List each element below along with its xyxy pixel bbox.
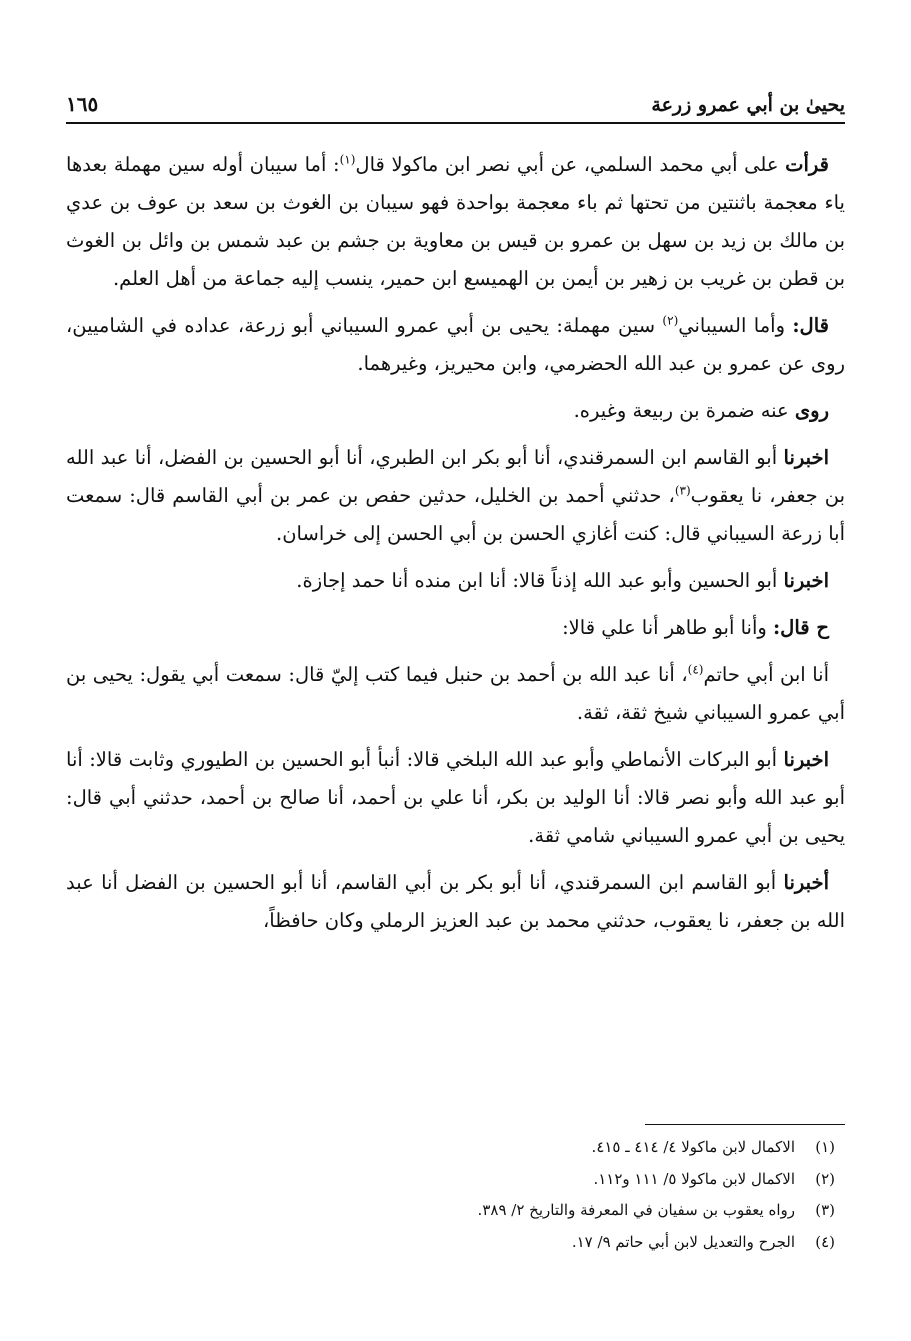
- paragraph-text-cont: ، حدثني أحمد بن الخليل، حدثين حفص بن عمر بن أبي القاسم قال: سمعت أبا زرعة السيباني قال: كنت أغازي الحسن بن أبي الحسن إلى خراسان.: [66, 484, 845, 545]
- footnote: [66, 1227, 845, 1259]
- footnote: [66, 1164, 845, 1196]
- paragraph: [66, 562, 845, 600]
- page-number: ١٦٥: [66, 92, 99, 116]
- footnote-number: (٤): [815, 1232, 835, 1251]
- paragraph: [66, 609, 845, 647]
- paragraph: [66, 392, 845, 430]
- paragraph: [66, 307, 845, 383]
- paragraph: [66, 146, 845, 298]
- paragraph-text: أبو القاسم ابن السمرقندي، أنا أبو بكر ابن الطبري، أنا أبو الحسين بن الفضل، أنا عبد الله بن جعفر، نا يعقوب: [66, 446, 846, 507]
- footnote-ref: (٢): [662, 313, 679, 328]
- paragraph: [66, 656, 845, 732]
- footnote: [66, 1195, 845, 1227]
- footnote-text: الاكمال لابن ماكولا ٥/ ١١١ و١١٢.: [593, 1169, 795, 1188]
- paragraph-lead: اخبرنا: [783, 569, 829, 592]
- paragraph: [66, 741, 845, 855]
- paragraph-text: على أبي محمد السلمي، عن أبي نصر ابن ماكولا قال: [355, 153, 786, 176]
- paragraph-text-cont: ، أنا عبد الله بن أحمد بن حنبل فيما كتب إليّ قال: سمعت أبي يقول: يحيى بن أبي عمرو السيباني شيخ ثقة، ثقة.: [66, 663, 845, 724]
- paragraph-lead: أخبرنا: [783, 871, 829, 894]
- paragraph-text: أبو القاسم ابن السمرقندي، أنا أبو بكر بن أبي القاسم، أنا أبو الحسين بن الفضل أنا عبد الله بن جعفر، نا يعقوب، حدثني محمد بن عبد العزيز الرملي وكان حافظاً،: [66, 871, 845, 932]
- footnote-number: (١): [815, 1138, 835, 1156]
- footnote-text: الاكمال لابن ماكولا ٤/ ٤١٤ ـ ٤١٥.: [591, 1138, 795, 1156]
- footnote-rule: [645, 1124, 845, 1125]
- paragraph-text-cont: سين مهملة: يحيى بن أبي عمرو السيباني أبو زرعة، عداده في الشاميين، روى عن عمرو بن عبد الله الحضرمي، وابن محيريز، وغيرهما.: [66, 314, 845, 375]
- main-text: [66, 146, 845, 949]
- paragraph-text: أبو البركات الأنماطي وأبو عبد الله البلخي قالا: أنبأ أبو الحسين بن الطيوري وثابت قالا: أنا أبو عبد الله وأبو نصر قالا: أنا الوليد بن بكر، أنا علي بن أحمد، أنا صالح بن أحمد، حدثني أبي قال: يحيى بن أبي عمرو السيباني شامي ثقة.: [66, 748, 845, 847]
- paragraph-text: أنا ابن أبي حاتم: [703, 663, 829, 686]
- footnote-ref: (١): [339, 152, 356, 167]
- paragraph-lead: اخبرنا: [783, 446, 829, 469]
- paragraph-lead: قرأت: [785, 153, 829, 176]
- paragraph-text: وأنا أبو طاهر أنا علي قالا:: [562, 616, 773, 639]
- paragraph: [66, 864, 845, 940]
- paragraph-text: عنه ضمرة بن ربيعة وغيره.: [573, 399, 795, 422]
- paragraph: [66, 439, 845, 553]
- running-title: يحيىٰ بن أبي عمرو زرعة: [651, 94, 845, 116]
- footnote-ref: (٤): [687, 662, 704, 677]
- footnote: [66, 1132, 845, 1164]
- paragraph-lead: قال:: [792, 314, 829, 337]
- paragraph-text: وأما السيباني: [678, 314, 793, 337]
- footnote-number: (٢): [815, 1169, 835, 1188]
- footnote-number: (٣): [815, 1201, 835, 1219]
- running-header: [66, 80, 845, 116]
- footnote-ref: (٣): [674, 483, 691, 498]
- header-rule: [66, 122, 845, 124]
- footnote-text: الجرح والتعديل لابن أبي حاتم ٩/ ١٧.: [571, 1232, 795, 1251]
- footnote-text: رواه يعقوب بن سفيان في المعرفة والتاريخ ٢/ ٣٨٩.: [477, 1201, 795, 1219]
- paragraph-text-cont: : أما سيبان أوله سين مهملة بعدها ياء معجمة باثنتين من تحتها ثم باء معجمة بواحدة فهو سيبان بن الغوث بن سعد بن عوف بن عدي بن مالك بن زيد بن سهل بن عمرو بن قيس بن معاوية بن جشم بن عبد شمس بن وائل بن الغوث بن قطن بن غريب بن زهير بن أيمن بن الهميسع ابن حمير، ينسب إليه جماعة من أهل العلم.: [66, 153, 845, 290]
- paragraph-lead: ح قال:: [772, 616, 829, 639]
- paragraph-lead: روى: [794, 399, 829, 422]
- footnotes: [66, 1132, 845, 1258]
- paragraph-text: أبو الحسين وأبو عبد الله إذناً قالا: أنا ابن منده أنا حمد إجازة.: [296, 569, 784, 592]
- paragraph-lead: اخبرنا: [783, 748, 829, 771]
